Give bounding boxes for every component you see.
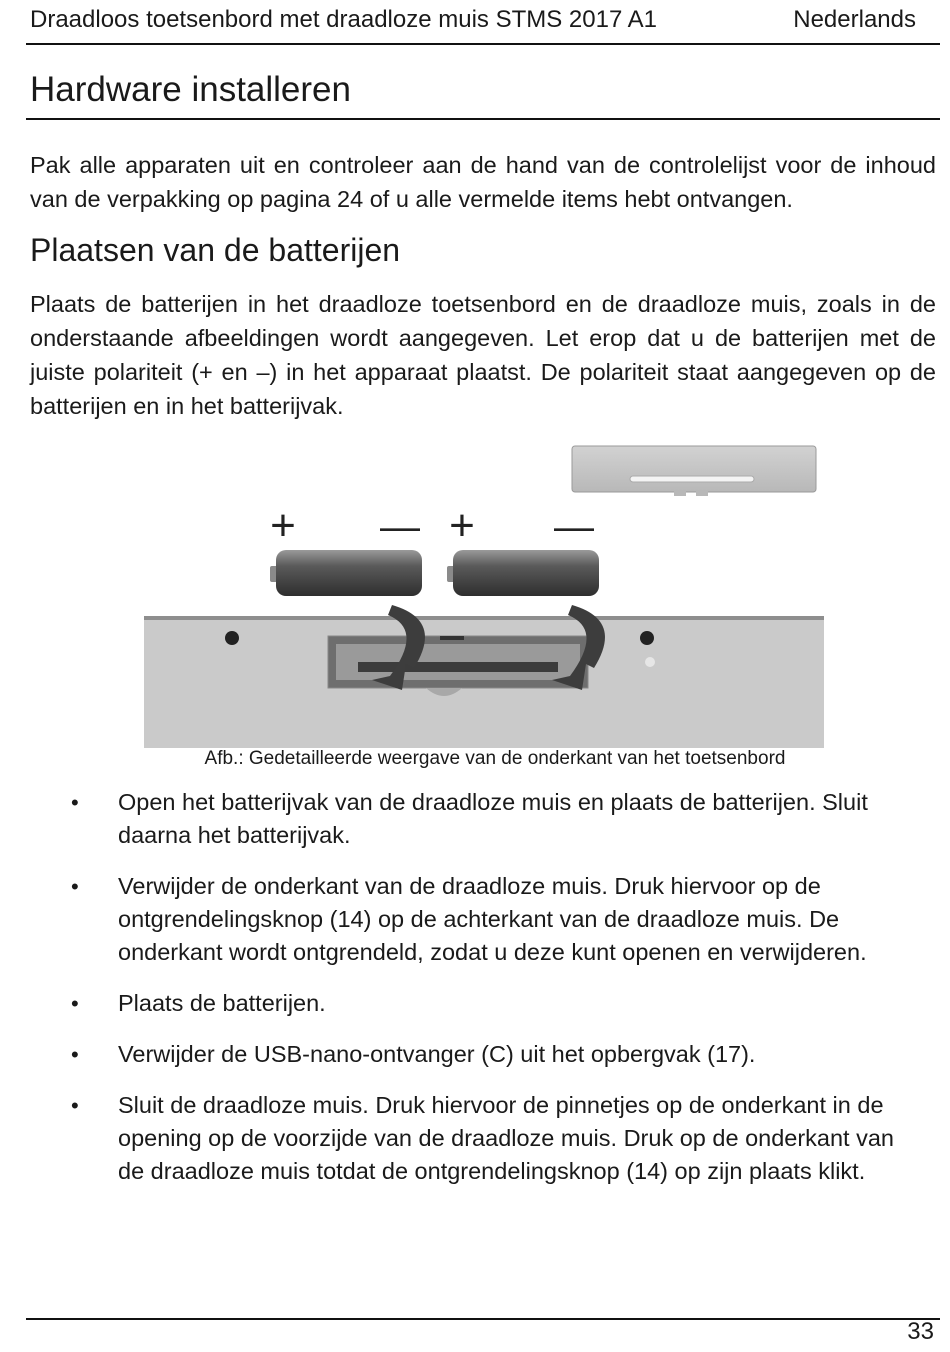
- batteries-paragraph: Plaats de batterijen in het draadloze toetsenbord en de draadloze muis, zoals in de onderstaande afbeeldingen wordt aangegeven. Let erop dat u de batterijen met de juiste polariteit (+ en –) in het apparaat plaatst. De polariteit staat aangegeven op de batterijen en in het batterijvak.: [30, 291, 936, 419]
- header-rule: [26, 43, 940, 45]
- list-item: [0, 1089, 918, 1188]
- list-item-text: Verwijder de onderkant van de draadloze muis. Druk hiervoor op de ontgrendelingsknop (14) op de achterkant van de draadloze muis. De onderkant wordt ontgrendeld, zodat u deze kunt openen en verwijderen.: [118, 873, 867, 965]
- screw-hole-right: [640, 631, 654, 645]
- running-header-language: Nederlands: [793, 6, 916, 33]
- keyboard-underside-illustration: [144, 440, 824, 748]
- polarity-plus-1: +: [270, 501, 296, 550]
- polarity-minus-1: —: [380, 505, 420, 549]
- instruction-list: [0, 786, 950, 1206]
- bullet-mark: •: [71, 874, 79, 899]
- page-number: 33: [907, 1318, 934, 1345]
- list-item-text: Open het batterijvak van de draadloze muis en plaats de batterijen. Sluit daarna het batterijvak.: [118, 789, 868, 848]
- section-heading-batteries: Plaatsen van de batterijen: [30, 232, 401, 268]
- battery-left: [270, 550, 422, 596]
- running-header-title: Draadloos toetsenbord met draadloze muis STMS 2017 A1: [30, 6, 658, 33]
- battery-cover: [572, 446, 816, 496]
- bullet-mark: •: [71, 1093, 79, 1118]
- battery-right: [447, 550, 599, 596]
- figure-caption: Afb.: Gedetailleerde weergave van de onderkant van het toetsenbord: [204, 748, 786, 769]
- list-item: [0, 1038, 918, 1071]
- screw-hole-left: [225, 631, 239, 645]
- heading-rule: [26, 118, 940, 120]
- list-item-text: Plaats de batterijen.: [118, 990, 326, 1016]
- list-item: [0, 870, 918, 969]
- list-item: [0, 786, 918, 852]
- polarity-minus-2: —: [554, 505, 594, 549]
- keyboard-battery-figure: [144, 440, 824, 748]
- list-item: [0, 987, 918, 1020]
- section-heading-hardware: Hardware installeren: [30, 70, 351, 109]
- intro-paragraph: Pak alle apparaten uit en controleer aan de hand van de controlelijst voor de inhoud van de verpakking op pagina 24 of u alle vermelde items hebt ontvangen.: [30, 152, 936, 212]
- bullet-mark: •: [71, 1042, 79, 1067]
- bullet-mark: •: [71, 991, 79, 1016]
- list-item-text: Sluit de draadloze muis. Druk hiervoor de pinnetjes op de onderkant in de opening op de voorzijde van de draadloze muis. Druk op de onderkant van de draadloze muis totdat de ontgrendelingsknop (14) op zijn plaats klikt.: [118, 1092, 895, 1184]
- list-item-text: Verwijder de USB-nano-ontvanger (C) uit het opbergvak (17).: [118, 1041, 756, 1067]
- bullet-mark: •: [71, 790, 79, 815]
- battery-compartment: [328, 636, 588, 696]
- polarity-plus-2: +: [449, 501, 475, 550]
- footer-rule: [26, 1318, 940, 1320]
